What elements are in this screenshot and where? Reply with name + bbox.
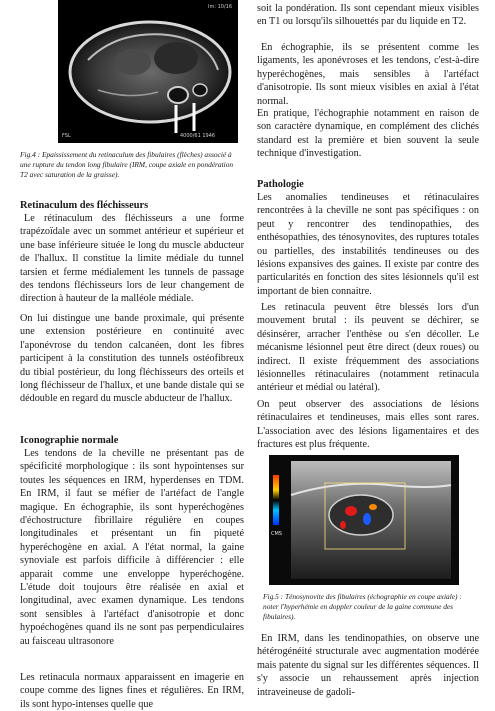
figure-5-caption: Fig.5 : Ténosynovite des fibulaires (échographie en coupe axiale) : noter l'hyperhémie en doppler couleur de la gaine commune des fibulaires). xyxy=(263,592,462,622)
paragraph-iconographie-2: Les retinacula normaux apparaissent en imagerie en coupe comme des lignes fines et régulières. En IRM, ils sont hypo-intenses quelle que xyxy=(20,672,244,710)
paragraph-retinaculum-2: On lui distingue une bande proximale, qui présente une extension postérieure en continuité avec l'aponévrose du tendon calcanéen, dont les fibres participent à la constitution des tunnels ostéofibreux du tibial postérieur, du long fléchisseurs des orteils et long fléchisseur de l'hallux, et une bande distale qui se dédouble en regard du muscle abducteur de l'hallux. xyxy=(20,313,244,405)
paragraph-pratique: En pratique, l'échographie notamment en raison de son caractère dynamique, en complément des clichés standard est la première et bien souvent la seule technique d'investigation. xyxy=(257,108,479,160)
section-title-pathologie: Pathologie xyxy=(257,179,304,190)
paragraph-echographie: En échographie, ils se présentent comme les ligaments, les aponévroses et les tendons, c'est-à-dire hyperéchogènes, mais sensibles à l'artéfact d'anisotropie. Ils sont mieux visibles en axial à l'état normal. xyxy=(257,42,479,107)
mri-overlay-bottom-left: FSL xyxy=(62,133,71,139)
doppler-signal-4 xyxy=(340,521,346,529)
paragraph-iconographie-1: Les tendons de la cheville ne présentant pas de spécificité morphologique : ils sont hypointenses sur toutes les séquences en IRM, hyperdenses en TDM. En IRM, il faut se méfier de l'artéfact de l'angle magique. En échographie, ils sont hyperéchogènes d'échostructure fibrillaire régulière en coupes longitudinales et présentant un fin piqueté hyperéchogène en axial. A l'état normal, la gaine synoviale est parfois difficile à différencier : elle apparait comme une enveloppe hyperéchogène. L'étude doit toujours être réalisée en axial et longitudinal, avec examen dynamique. Les tendons sont sensibles à l'artéfact d'anisotropie et donc hypoéchogènes quand ils ne sont pas perpendiculaires au faisceau ultrasonore xyxy=(20,448,244,647)
paragraph-pathologie-2: Les retinacula peuvent être blessés lors d'un mouvement brutal : ils peuvent se déchirer, se désinsérer, arracher l'enthèse ou s'en décoller. Le mécanisme lésionnel peut être direct (deux roues) ou indirect. Il existe fréquemment des associations lésionnelles rétinaculaires (notamment retinacula antérieur et médial ou latéral). xyxy=(257,302,479,394)
section-title-retinaculum: Retinaculum des fléchisseurs xyxy=(20,200,149,211)
paragraph-retinaculum-1: Le rétinaculum des fléchisseurs a une forme trapézoïdale avec un sommet antérieur et supérieur et une base inférieure située le long du muscle abducteur de l'hallux. Il constitue la limite médiale du tunnel tarsien et ferme médialement les tunnels de passage des tendons fléchisseurs lors de leur changement de direction à hauteur de la malléole médiale. xyxy=(20,213,244,305)
paragraph-pathologie-1: Les anomalies tendineuses et rétinaculaires rencontrées à la cheville ne sont pas spécifiques : on peut y rencontrer des tendinopathies, des enthésopathies, des ténosynovites, des ruptures totales ou partielles, des instabilités tendineuses ou des lésions expansives des gaines. Il existe par contre des particularités en fonction des sites lésionnels qu'il est important de bien connaitre. xyxy=(257,192,479,297)
section-title-iconographie: Iconographie normale xyxy=(20,435,119,446)
doppler-signal-3 xyxy=(369,504,377,510)
mri-overlay-top: Im: 10/16 xyxy=(208,4,233,10)
color-scale-label: CMS xyxy=(271,531,282,537)
figure-5-ultrasound-image xyxy=(269,455,459,585)
paragraph-pathologie-3: On peut observer des associations de lésions rétinaculaires et tendineuses, mais elles sont rares. L'association avec des lésions ligamentaires et des fractures est plus fréquente. xyxy=(257,399,479,451)
mri-overlay-bottom-right: 4000/61 1946 xyxy=(180,133,216,139)
figure-4-mri-image xyxy=(58,0,238,143)
paragraph-irm: En IRM, dans les tendinopathies, on observe une hétérogénéité structurale avec augmentation modérée mais patente du signal sur les différentes séquences. Il s'y associe un rehaussement après injection intraveineuse de gadoli- xyxy=(257,633,479,698)
doppler-signal-1 xyxy=(345,506,357,516)
doppler-signal-2 xyxy=(363,513,371,525)
figure-4-caption: Fig.4 : Epaississement du retinaculum des fibulaires (flèches) associé à une rupture du tendon long fibulaire (IRM, coupe axiale en pondération T2 avec saturation de la graisse). xyxy=(20,150,234,180)
color-scale-bar xyxy=(273,475,279,525)
paragraph-ponderation: soit la pondération. Ils sont cependant mieux visibles en T1 ou lorsqu'ils silhouettés par du liquide en T2. xyxy=(257,3,479,28)
